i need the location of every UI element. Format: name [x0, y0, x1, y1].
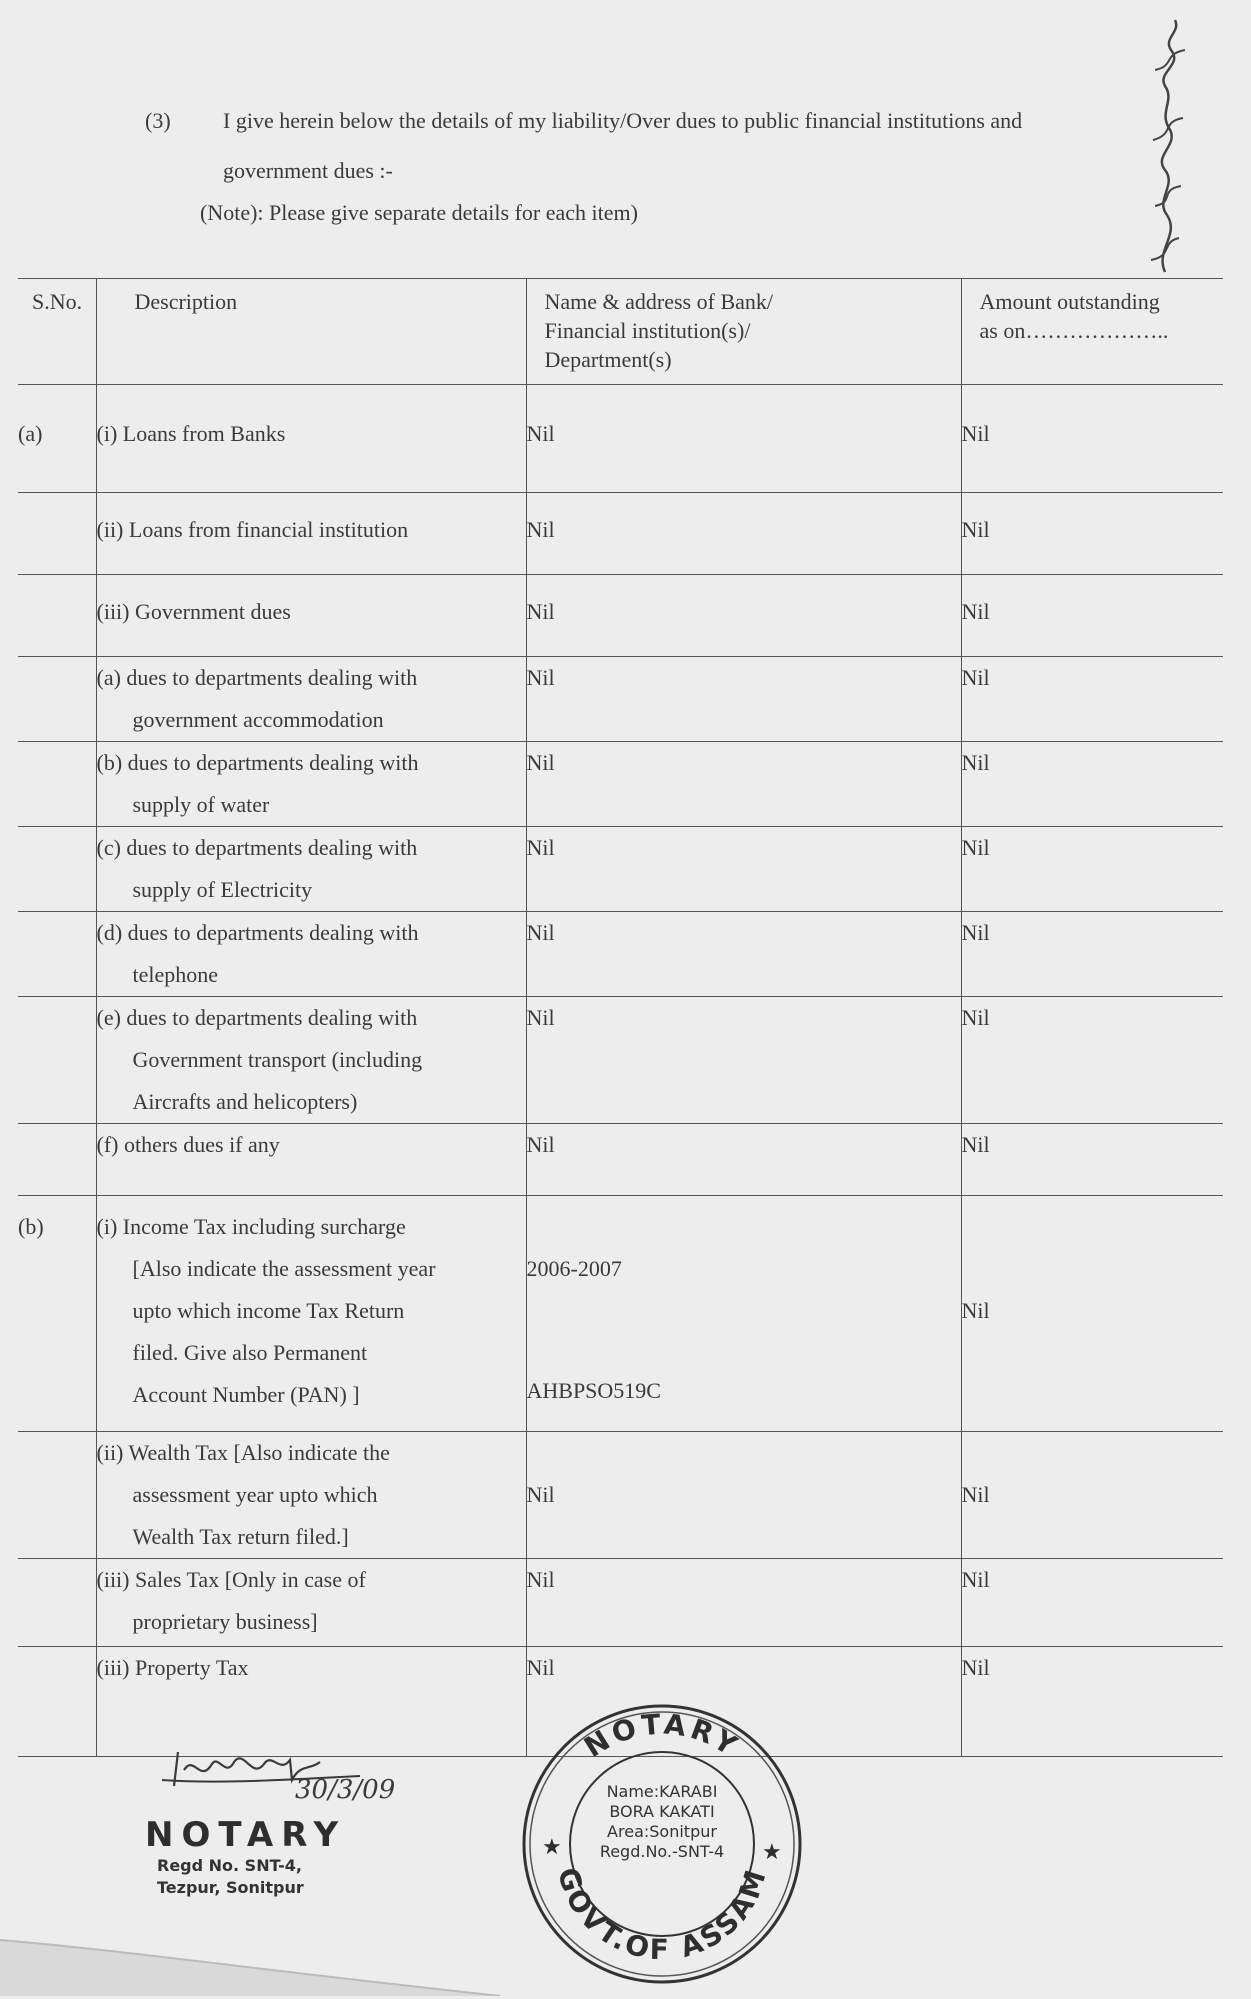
description-line: (i) Income Tax including surcharge	[96, 1214, 406, 1239]
row-sno	[18, 742, 96, 827]
row-description	[96, 912, 526, 997]
row-description	[96, 1559, 526, 1647]
notary-title: NOTARY	[145, 1815, 347, 1855]
header-amount-line-1: Amount outstanding	[979, 289, 1160, 314]
header-amount	[961, 279, 1223, 385]
description-line: (ii) Loans from financial institution	[96, 517, 409, 542]
table-row	[18, 493, 1223, 575]
row-sno	[18, 912, 96, 997]
seal-regd: Regd.No.-SNT-4	[599, 1842, 725, 1861]
table-row	[18, 575, 1223, 657]
row-bank	[526, 1196, 961, 1432]
table-row	[18, 385, 1223, 493]
description-continuation: supply of water	[132, 792, 270, 817]
table-row	[18, 742, 1223, 827]
table-row	[18, 997, 1223, 1124]
description-continuation: assessment year upto which	[132, 1482, 378, 1507]
bank-value: Nil	[526, 1655, 555, 1680]
row-sno	[18, 1432, 96, 1559]
svg-text:30/3/09: 30/3/09	[295, 1775, 396, 1805]
seal-inner-text	[572, 1782, 752, 1862]
description-continuation: supply of Electricity	[132, 877, 313, 902]
pan-value: AHBPSO519C	[526, 1378, 661, 1403]
notary-reg: Regd No. SNT-4,	[157, 1856, 303, 1875]
row-sno	[18, 997, 96, 1124]
seal-bottom-text: GOVT.OF ASSAM	[550, 1863, 774, 1967]
row-bank	[526, 742, 961, 827]
table-row	[18, 1559, 1223, 1647]
row-description	[96, 1196, 526, 1432]
description-line: (d) dues to departments dealing with	[96, 920, 419, 945]
row-sno	[18, 493, 96, 575]
row-sno	[18, 1124, 96, 1196]
table-row	[18, 912, 1223, 997]
notary-seal	[512, 1694, 812, 1994]
row-sno	[18, 575, 96, 657]
table-header-row	[18, 279, 1223, 385]
row-amount: Nil	[961, 827, 1223, 912]
row-amount: Nil	[961, 1124, 1223, 1196]
description-line: (i) Loans from Banks	[96, 421, 286, 446]
header-bank-line-2: Financial institution(s)/	[544, 318, 751, 343]
table-row	[18, 657, 1223, 742]
seal-name-2: BORA KAKATI	[609, 1802, 715, 1821]
description-line: (b) dues to departments dealing with	[96, 750, 419, 775]
bank-value: Nil	[526, 750, 555, 775]
description-continuation: [Also indicate the assessment year	[132, 1256, 436, 1281]
notary-handwritten-signature	[160, 1740, 440, 1820]
bank-value: Nil	[526, 1005, 555, 1030]
row-amount: Nil	[961, 385, 1223, 493]
bank-value: Nil	[526, 1567, 555, 1592]
row-sno: (b)	[18, 1196, 96, 1432]
description-continuation: Wealth Tax return filed.]	[132, 1524, 349, 1549]
row-bank	[526, 1432, 961, 1559]
row-amount: Nil	[961, 1432, 1223, 1559]
row-amount: Nil	[961, 493, 1223, 575]
description-line: (c) dues to departments dealing with	[96, 835, 418, 860]
description-line: (iii) Sales Tax [Only in case of	[96, 1567, 366, 1592]
description-line: (e) dues to departments dealing with	[96, 1005, 418, 1030]
row-bank	[526, 1559, 961, 1647]
row-bank	[526, 827, 961, 912]
row-amount: Nil	[961, 1647, 1223, 1757]
intro-note: (Note): Please give separate details for each item)	[200, 200, 638, 225]
bank-value: Nil	[526, 835, 555, 860]
header-sno: S.No.	[18, 279, 96, 385]
description-line: (iii) Government dues	[96, 599, 291, 624]
row-sno	[18, 1559, 96, 1647]
row-sno	[18, 657, 96, 742]
description-continuation: upto which income Tax Return	[132, 1298, 405, 1323]
header-bank-line-3: Department(s)	[544, 347, 672, 372]
row-description	[96, 657, 526, 742]
row-bank	[526, 493, 961, 575]
page-curl-shadow	[0, 1900, 500, 1996]
table-row	[18, 827, 1223, 912]
bank-value: Nil	[526, 1482, 555, 1507]
row-bank	[526, 575, 961, 657]
bank-value: Nil	[526, 1132, 555, 1157]
notary-place: Tezpur, Sonitpur	[157, 1878, 304, 1897]
bank-value: Nil	[526, 920, 555, 945]
description-continuation: government accommodation	[132, 707, 384, 732]
bank-value: 2006-2007	[526, 1256, 622, 1281]
description-continuation: Account Number (PAN) ]	[132, 1382, 360, 1407]
notary-stamp-text	[145, 1815, 445, 1899]
table-row	[18, 1432, 1223, 1559]
description-line: (f) others dues if any	[96, 1132, 280, 1157]
description-line: (ii) Wealth Tax [Also indicate the	[96, 1440, 390, 1465]
header-bank	[526, 279, 961, 385]
row-amount: Nil	[961, 657, 1223, 742]
description-continuation: proprietary business]	[132, 1609, 318, 1634]
header-description: Description	[96, 279, 526, 385]
table-row	[18, 1124, 1223, 1196]
bank-value: Nil	[526, 599, 555, 624]
intro-line-1: I give herein below the details of my liability/Over dues to public financial institutions and	[223, 108, 1023, 133]
description-continuation: filed. Give also Permanent	[132, 1340, 368, 1365]
seal-top-text: NOTARY	[578, 1707, 746, 1765]
row-sno	[18, 1647, 96, 1757]
bank-value: Nil	[526, 665, 555, 690]
header-amount-line-2: as on………………..	[979, 318, 1169, 343]
row-description	[96, 1432, 526, 1559]
seal-area: Area:Sonitpur	[607, 1822, 717, 1841]
seal-star-left: ★	[542, 1834, 562, 1859]
row-bank	[526, 385, 961, 493]
row-bank	[526, 997, 961, 1124]
header-bank-line-1: Name & address of Bank/	[544, 289, 773, 314]
row-sno	[18, 827, 96, 912]
row-description	[96, 385, 526, 493]
row-description	[96, 742, 526, 827]
row-description	[96, 997, 526, 1124]
description-continuation: telephone	[132, 962, 219, 987]
row-bank	[526, 1124, 961, 1196]
row-sno: (a)	[18, 385, 96, 493]
row-amount: Nil	[961, 912, 1223, 997]
liabilities-table	[18, 278, 1223, 1757]
svg-text:NOTARY	[578, 1708, 746, 1765]
row-description	[96, 493, 526, 575]
table-body	[18, 385, 1223, 1757]
row-amount: Nil	[961, 1559, 1223, 1647]
seal-name: Name:KARABI	[606, 1782, 718, 1801]
table-row	[18, 1196, 1223, 1432]
row-description	[96, 827, 526, 912]
signature-right	[1125, 10, 1205, 280]
row-amount: Nil	[961, 742, 1223, 827]
row-amount: Nil	[961, 997, 1223, 1124]
seal-star-right: ★	[762, 1839, 782, 1864]
description-line: (a) dues to departments dealing with	[96, 665, 418, 690]
description-continuation: Aircrafts and helicopters)	[132, 1089, 358, 1114]
row-description	[96, 1124, 526, 1196]
row-bank	[526, 657, 961, 742]
intro-line-2: government dues :-	[223, 158, 393, 183]
bank-value: Nil	[526, 517, 555, 542]
item-number: (3)	[145, 108, 171, 133]
row-amount: Nil	[961, 1196, 1223, 1432]
bank-value: Nil	[526, 421, 555, 446]
row-description	[96, 575, 526, 657]
description-continuation: Government transport (including	[132, 1047, 423, 1072]
row-amount: Nil	[961, 575, 1223, 657]
row-bank	[526, 912, 961, 997]
description-line: (iii) Property Tax	[96, 1655, 249, 1680]
